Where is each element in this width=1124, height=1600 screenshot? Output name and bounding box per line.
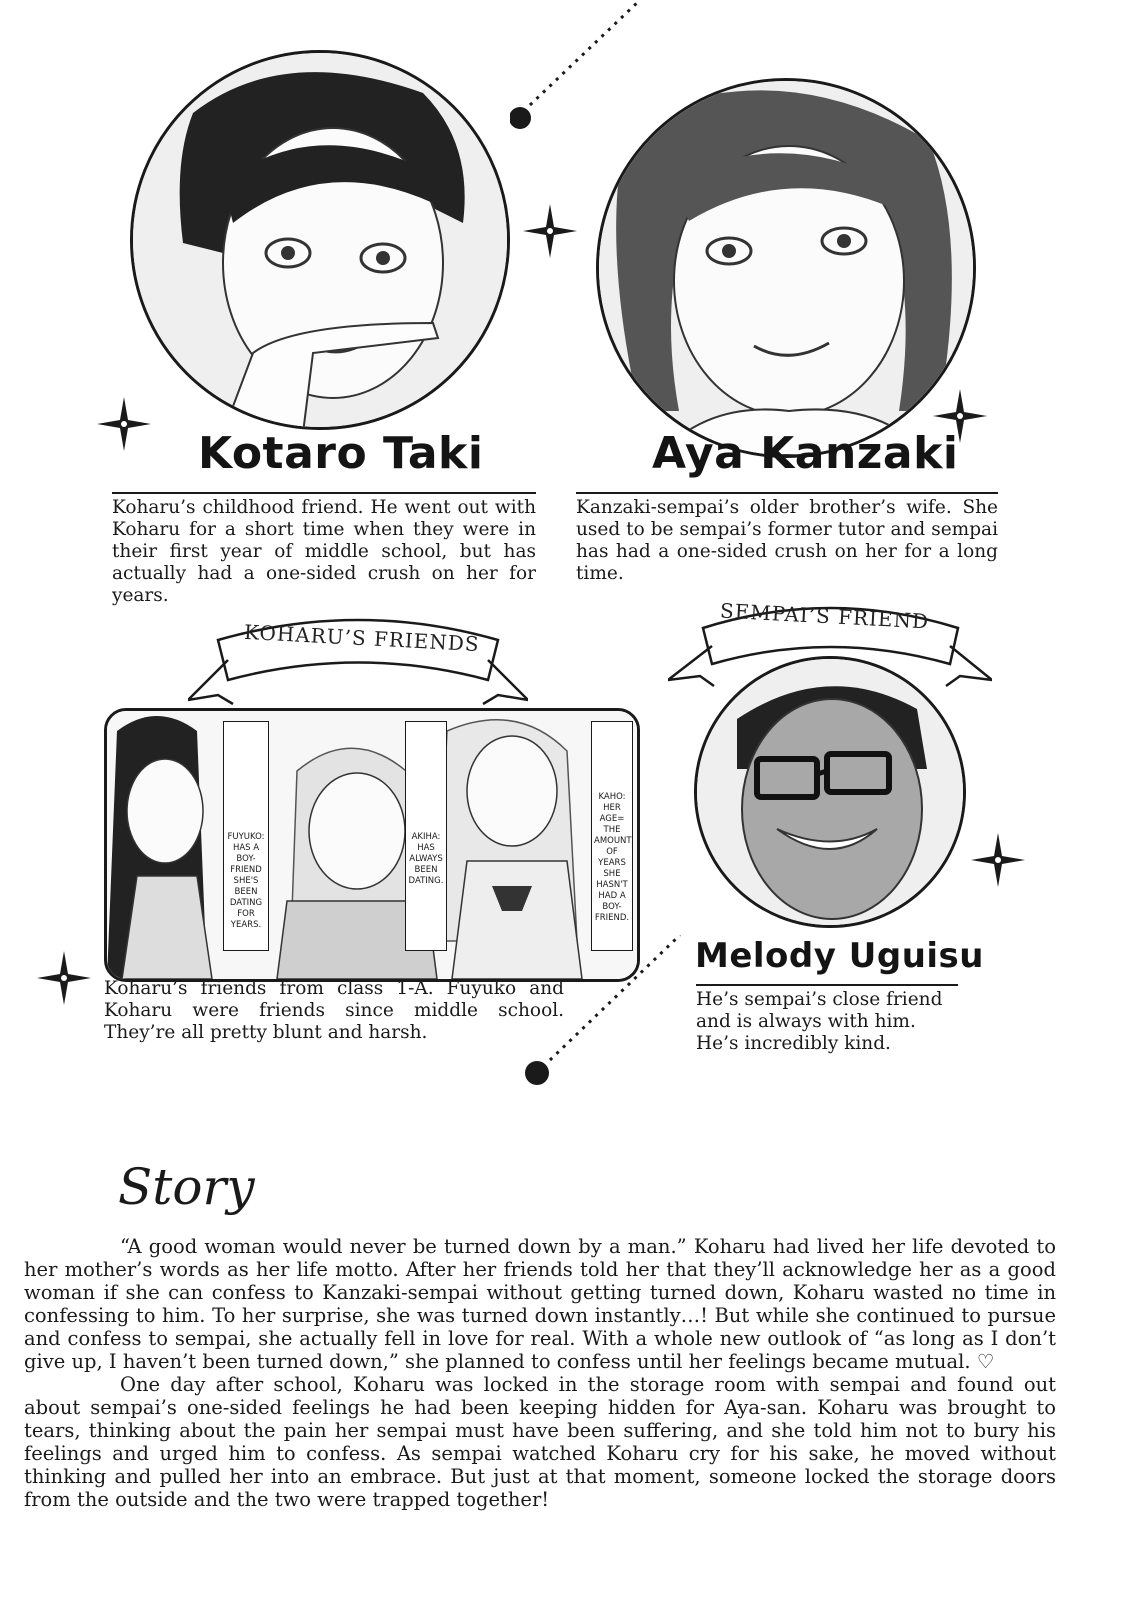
melody-name: Melody Uguisu bbox=[695, 936, 984, 976]
friends-illustration bbox=[107, 711, 637, 979]
melody-portrait bbox=[694, 656, 966, 928]
sempais-friend-banner: SEMPAI’S FRIEND bbox=[719, 598, 930, 634]
aya-portrait bbox=[596, 78, 976, 458]
kotaro-portrait bbox=[130, 50, 510, 430]
kaho-caption: KAHO: HER AGE= THE AMOUNT OF YEARS SHE HASN'T HAD A BOY-FRIEND. bbox=[591, 721, 633, 951]
sparkle-star-icon bbox=[96, 396, 152, 452]
koharus-friends-description: Koharu’s friends from class 1-A. Fuyuko and Koharu were friends since middle school. They’re all pretty blunt and harsh. bbox=[104, 978, 564, 1043]
kotaro-description: Koharu’s childhood friend. He went out with Koharu for a short time when they were in their first year of middle school, but has actually had a one-sided crush on her for years. bbox=[112, 492, 536, 607]
story-title: Story bbox=[118, 1158, 255, 1216]
sparkle-star-icon bbox=[522, 203, 578, 259]
story-paragraph-1: “A good woman would never be turned down by a man.” Koharu had lived her life devoted to her mother’s words as her life motto. After her friends told her that they’ll acknowledge her as a good woman if she can confess to Kanzaki-sempai without getting turned down, Koharu wasted no time in confessing to him. To her surprise, she was turned down instantly…! But while she continued to pursue and confess to sempai, she actually fell in love for real. With a whole new outlook of “as long as I don’t give up, I haven’t been turned down,” she planned to confess until her feelings became mutual. ♡ bbox=[24, 1235, 1056, 1373]
koharus-friends-panel bbox=[104, 708, 640, 982]
aya-description: Kanzaki-sempai’s older brother’s wife. She used to be sempai’s former tutor and sempai has had a one-sided crush on her for a long time. bbox=[576, 492, 998, 585]
dotted-connector-top bbox=[510, 0, 650, 130]
story-paragraph-2: One day after school, Koharu was locked in the storage room with sempai and found out about sempai’s one-sided feelings he had been keeping hidden for Aya-san. Koharu was brought to tears, thinking about the pain her sempai must have been suffering, and she told him not to bury his feelings and urged him to confess. As sempai watched Koharu cry for his sake, he moved without thinking and pulled her into an embrace. But just at that moment, someone locked the storage doors from the outside and the two were trapped together! bbox=[24, 1373, 1056, 1511]
sparkle-star-icon bbox=[970, 832, 1026, 888]
kotaro-name: Kotaro Taki bbox=[198, 428, 484, 479]
story-text bbox=[24, 1235, 1056, 1511]
koharus-friends-banner: KOHARU’S FRIENDS bbox=[243, 619, 481, 657]
akiha-caption: AKIHA: HAS ALWAYS BEEN DATING. bbox=[405, 721, 447, 951]
melody-description: He’s sempai’s close friend and is always with him. He’s incredibly kind. bbox=[696, 984, 958, 1055]
fuyuko-caption: FUYUKO: HAS A BOY-FRIEND SHE'S BEEN DATING FOR YEARS. bbox=[223, 721, 269, 951]
aya-name: Aya Kanzaki bbox=[652, 428, 959, 479]
sparkle-star-icon bbox=[36, 950, 92, 1006]
